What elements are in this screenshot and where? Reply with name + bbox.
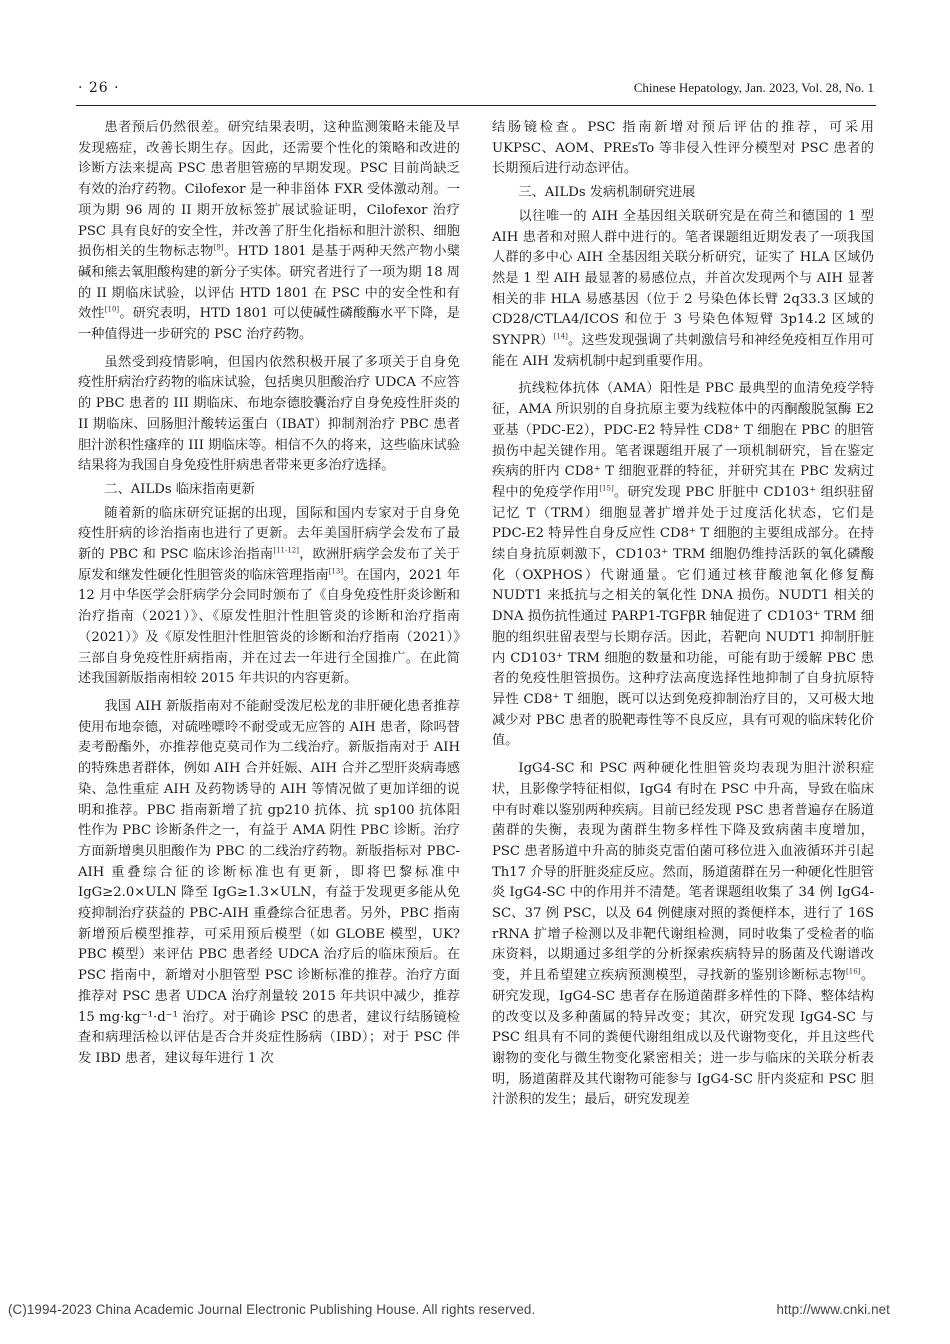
header-rule: [76, 105, 876, 106]
paragraph: [492, 379, 874, 752]
citation-ref: [14]: [553, 332, 568, 341]
citation-ref: [11-12]: [273, 546, 299, 555]
citation-ref: [13]: [328, 567, 344, 576]
paragraph-text: 随着新的临床研究证据的出现，国际和国内专家对于自身免疫性肝病的诊治指南也进行了更新。去年美国肝病学会发布了最新的 PBC 和 PSC 临床诊治指南: [78, 505, 460, 563]
citation-ref: [15]: [599, 484, 614, 493]
page-number: · 26 ·: [78, 80, 120, 96]
paragraph: [492, 118, 874, 180]
copyright-text: (C)1994-2023 China Academic Journal Electronic Publishing House. All rights reserved.: [8, 1302, 536, 1317]
paragraph: [78, 697, 460, 1070]
paragraph: [492, 207, 874, 373]
paragraph-text: 。研究发现，IgG4-SC 患者存在肠道菌群多样性的下降、整体结构的改变以及多种菌属的特异改变；其次，研究发现 IgG4-SC 与 PSC 组具有不同的粪便代谢组组成以及代谢物变化，并且这些代谢物的变化与微生物变化紧密相关；进一步与临床的关联分析表明，肠道菌群及其代谢物可能参与 IgG4-SC 肝内炎症和 PSC 胆汁淤积的发生；最后，研究发现差: [492, 968, 875, 1108]
citation-ref: [9]: [213, 243, 224, 252]
right-column: [492, 118, 874, 1111]
journal-header: Chinese Hepatology, Jan. 2023, Vol. 28, No. 1: [633, 80, 874, 95]
left-column: [78, 118, 460, 1070]
paragraph: [492, 759, 874, 1111]
paragraph-text: 患者预后仍然很差。研究结果表明，这种监测策略未能及早发现癌症，改善长期生存。因此，还需要个性化的策略和改进的诊断方法来提高 PSC 患者胆管癌的早期发现。PSC 目前尚缺乏有效的治疗药物。Cilofexor 是一种非甾体 FXR 受体激动剂。一项为期 96 周的 II 期开放标签扩展试验证明，Cilofexor 治疗 PSC 具有良好的安全性，并改善了肝生化指标和胆汁淤积、细胞损伤相关的生物标志物: [78, 120, 460, 260]
paragraph-text: 。HTD 1801 是基于两种天然产物小檗碱和熊去氧胆酸构建的新分子实体。研究者进行了一项为期 18 周的 II 期临床试验，以评估 HTD 1801 在 PSC 中的安全性和有效性: [78, 244, 460, 322]
paragraph-text: 。研究发现 PBC 肝脏中 CD103⁺ 组织驻留记忆 T（TRM）细胞显著扩增并处于过度活化状态，它们是 PDC-E2 特异性自身反应性 CD8⁺ T 细胞的主要组成部分。在持续自身抗原刺激下，CD103⁺ TRM 细胞仍维持活跃的氧化磷酸化（OXPHOS）代谢通量。它们通过核苷酸池氧化修复酶 NUDT1 来抵抗与之相关的氧化性 DNA 损伤。NUDT1 相关的 DNA 损伤抗性通过 PARP1-TGFβR 轴促进了 CD103⁺ TRM 细胞的组织驻留表型与长期存活。因此，若靶向 NUDT1 抑制肝脏内 CD103⁺ TRM 细胞的数量和功能，可能有助于缓解 PBC 患者的免疫性胆管损伤。这种疗法高度选择性地抑制了自身抗原特异性 CD8⁺ T 细胞，既可以达到免疫抑制治疗目的，又可极大地减少对 PBC 患者的脱靶毒性等不良反应，具有可观的临床转化价值。: [492, 484, 875, 749]
paragraph-text: 。在国内，2021 年 12 月中华医学会肝病学分会同时颁布了《自身免疫性肝炎诊断和治疗指南（2021）》、《原发性胆汁性胆管炎的诊断和治疗指南（2021）》及《原发性胆汁性胆管炎的诊断和治疗指南（2021）》三部自身免疫性肝病指南，并在过去一年进行全国推广。在此简述我国新版指南相较 2015 年共识的内容更新。: [78, 567, 460, 687]
paragraph-text: 。这些发现强调了共刺激信号和神经免疫相互作用可能在 AIH 发病机制中起到重要作用。: [492, 333, 874, 369]
section-heading: 二、AILDs 临床指南更新: [104, 481, 255, 497]
citation-ref: [10]: [104, 305, 120, 314]
section-heading: 三、AILDs 发病机制研究进展: [518, 185, 696, 201]
footer: [8, 1302, 950, 1317]
paragraph: [78, 504, 460, 690]
paragraph-text: 抗线粒体抗体（AMA）阳性是 PBC 最典型的血清免疫学特征，AMA 所识别的自身抗原主要为线粒体中的丙酮酸脱氢酶 E2 亚基（PDC-E2），PDC-E2 特异性 CD8⁺ T 细胞在 PBC 的胆管损伤中起关键作用。笔者课题组开展了一项机制研究，旨在鉴定疾病的肝内 CD8⁺ T 细胞亚群的特征，并研究其在 PBC 发病过程中的免疫学作用: [492, 381, 874, 500]
paragraph-text: 我国 AIH 新版指南对不能耐受泼尼松龙的非肝硬化患者推荐使用布地奈德，对硫唑嘌呤不耐受或无应答的 AIH 患者，除吗替麦考酚酯外，亦推荐他克莫司作为二线治疗。新版指南对于 AIH 的特殊患者群体，例如 AIH 合并妊娠、AIH 合并乙型肝炎病毒感染、急性重症 AIH 及药物诱导的 AIH 等情况做了更加详细的说明和推荐。PBC 指南新增了抗 gp210 抗体、抗 sp100 抗体阳性作为 PBC 诊断条件之一，有益于 AMA 阴性 PBC 诊断。治疗方面新增奥贝胆酸作为 PBC 的二线治疗药物。新版指标对 PBC-AIH 重叠综合征的诊断标准也有更新，即将巴黎标准中 IgG≥2.0×ULN 降至 IgG≥1.3×ULN，有益于发现更多能从免疫抑制治疗获益的 PBC-AIH 重叠综合征患者。另外，PBC 指南新增预后模型推荐，可采用预后模型（如 GLOBE 模型，UK? PBC 模型）来评估 PBC 患者经 UDCA 治疗后的临床预后。在 PSC 指南中，新增对小胆管型 PSC 诊断标准的推荐。治疗方面推荐对 PSC 患者 UDCA 治疗剂量较 2015 年共识中减少，推荐 15 mg·kg⁻¹·d⁻¹ 治疗。对于确诊 PSC 的患者，建议行结肠镜检查和病理活检以评估是否合并炎症性肠病（IBD）；对于 PSC 伴发 IBD 患者，建议每年进行 1 次: [78, 698, 460, 1066]
paragraph-text: 结肠镜检查。PSC 指南新增对预后评估的推荐，可采用 UKPSC、AOM、PREsTo 等非侵入性评分模型对 PSC 患者的长期预后进行动态评估。: [492, 120, 874, 177]
paragraph-text: 。研究表明，HTD 1801 可以使碱性磷酸酶水平下降，是一种值得进一步研究的 PSC 治疗药物。: [78, 306, 460, 343]
paragraph-text: 虽然受到疫情影响，但国内依然积极开展了多项关于自身免疫性肝病治疗药物的临床试验，包括奥贝胆酸治疗 UDCA 不应答的 PBC 患者的 III 期临床、布地奈德胶囊治疗自身免疫性肝炎的 II 期临床、回肠胆汁酸转运蛋白（IBAT）抑制剂治疗 PBC 患者胆汁淤积性瘙痒的 III 期临床等。相信不久的将来，这些临床试验结果将为我国自身免疫性肝病患者带来更多治疗选择。: [78, 354, 460, 474]
paragraph: [78, 353, 460, 477]
citation-ref: [16]: [846, 967, 861, 976]
paragraph-text: ，欧洲肝病学会发布了关于原发和继发性硬化性胆管炎的临床管理指南: [78, 547, 461, 583]
paragraph: [78, 118, 460, 346]
paragraph-text: 以往唯一的 AIH 全基因组关联研究是在荷兰和德国的 1 型 AIH 患者和对照人群中进行的。笔者课题组近期发表了一项我国人群的多中心 AIH 全基因组关联分析研究，证实了 HLA 区域仍然是 1 型 AIH 最显著的易感位点，并首次发现两个与 AIH 显著相关的非 HLA 易感基因（位于 2 号染色体长臂 2q33.3 区域的 CD28/CTLA4/ICOS 和位于 3 号染色体短臂 3p14.2 区域的 SYNPR）: [492, 208, 874, 349]
footer-url: http://www.cnki.net: [776, 1302, 890, 1317]
paragraph-text: IgG4-SC 和 PSC 两种硬化性胆管炎均表现为胆汁淤积症状，且影像学特征相似，IgG4 有时在 PSC 中升高，导致在临床中有时难以鉴别两种疾病。目前已经发现 PSC 患者普遍存在肠道菌群的失衡，表现为菌群生物多样性下降及致病菌丰度增加，PSC 患者肠道中升高的肺炎克雷伯菌可移位进入血液循环并引起 Th17 介导的肝脏炎症反应。然而，肠道菌群在另一种硬化性胆管炎 IgG4-SC 中的作用并不清楚。笔者课题组收集了 34 例 IgG4-SC、37 例 PSC，以及 64 例健康对照的粪便样本，进行了 16S rRNA 扩增子检测以及非靶代谢组检测，同时收集了受检者的临床资料，以期通过多组学的分析探索疾病特异的肠菌及代谢谱改变，并且希望建立疾病预测模型，寻找新的鉴别诊断标志物: [492, 761, 874, 984]
